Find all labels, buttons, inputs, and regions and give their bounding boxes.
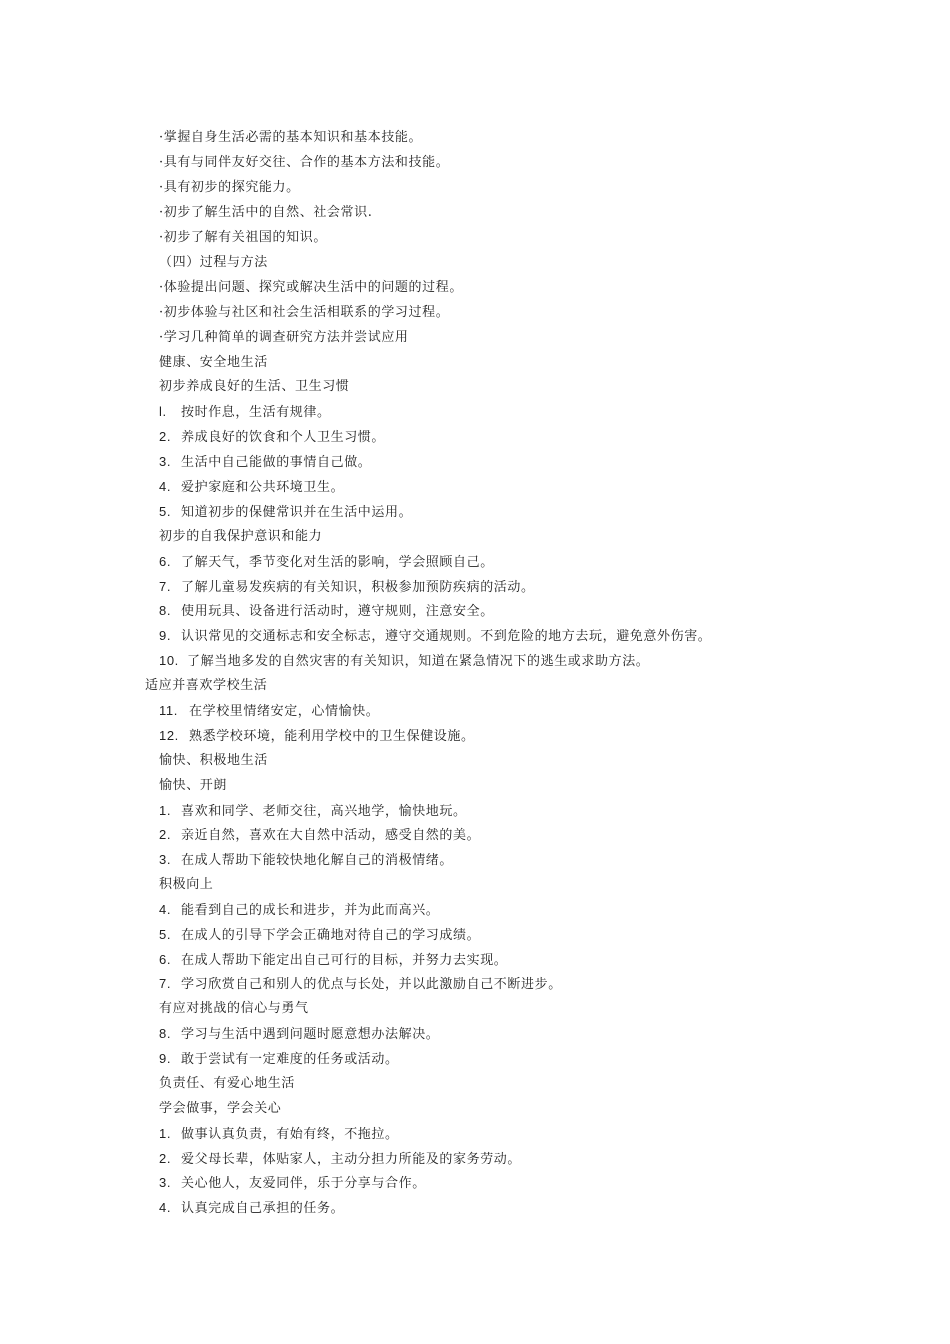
item-number: 2. <box>159 1151 172 1166</box>
item-number: 8. <box>159 603 172 618</box>
item-number: 11. <box>159 703 178 718</box>
subtopic-heading: 学会做事，学会关心 <box>159 1101 282 1116</box>
item-text: 了解当地多发的自然灾害的有关知识，知道在紧急情况下的逃生或求助方法。 <box>187 654 650 669</box>
item-text: 敢于尝试有一定难度的任务或活动。 <box>181 1052 399 1067</box>
item-number: 6. <box>159 554 172 569</box>
bullet-line: ·初步了解有关祖国的知识。 <box>159 230 327 245</box>
subtopic-heading: 初步养成良好的生活、卫生习惯 <box>159 379 350 394</box>
item-number: 4. <box>159 479 172 494</box>
item-text: 关心他人，友爱同伴，乐于分享与合作。 <box>181 1176 426 1191</box>
item-number: 9. <box>159 628 172 643</box>
topic-heading: 健康、安全地生活 <box>159 355 268 370</box>
numbered-item <box>159 827 480 845</box>
numbered-item <box>159 952 507 970</box>
bullet-line: ·具有初步的探究能力。 <box>159 180 300 195</box>
topic-heading: 愉快、积极地生活 <box>159 753 268 768</box>
item-number: 2. <box>159 827 172 842</box>
item-number: l. <box>159 404 167 419</box>
numbered-item <box>159 554 494 572</box>
numbered-item <box>159 703 379 721</box>
subtopic-heading: 初步的自我保护意识和能力 <box>159 529 323 544</box>
item-text: 喜欢和同学、老师交往，高兴地学，愉快地玩。 <box>181 804 467 819</box>
numbered-item <box>159 1151 521 1169</box>
item-number: 10. <box>159 653 179 668</box>
numbered-item <box>159 1200 344 1218</box>
numbered-item <box>159 504 412 522</box>
numbered-item <box>159 976 562 994</box>
item-text: 能看到自己的成长和进步，并为此而高兴。 <box>181 903 440 918</box>
item-text: 在成人的引导下学会正确地对待自己的学习成绩。 <box>181 928 481 943</box>
numbered-item <box>159 1126 399 1144</box>
numbered-item <box>159 927 480 945</box>
numbered-item <box>159 429 385 447</box>
item-number: 7. <box>159 579 172 594</box>
bullet-line: ·掌握自身生活必需的基本知识和基本技能。 <box>159 130 423 145</box>
item-text: 学习与生活中遇到问题时愿意想办法解决。 <box>181 1027 440 1042</box>
bullet-line: ·初步了解生活中的自然、社会常识. <box>159 205 373 220</box>
item-text: 使用玩具、设备进行活动时，遵守规则，注意安全。 <box>181 604 494 619</box>
item-number: 3. <box>159 454 172 469</box>
numbered-item <box>159 653 649 671</box>
numbered-item <box>159 454 371 472</box>
item-number: 1. <box>159 803 172 818</box>
numbered-item <box>159 1026 439 1044</box>
numbered-item <box>159 803 467 821</box>
item-number: 3. <box>159 1175 172 1190</box>
item-text: 知道初步的保健常识并在生活中运用。 <box>181 505 413 520</box>
item-text: 做事认真负责，有始有终，不拖拉。 <box>181 1127 399 1142</box>
item-text: 在学校里情绪安定，心情愉快。 <box>189 704 380 719</box>
section-heading: （四）过程与方法 <box>159 255 268 270</box>
item-text: 认真完成自己承担的任务。 <box>181 1201 345 1216</box>
item-text: 生活中自己能做的事情自己做。 <box>181 455 372 470</box>
item-text: 爱父母长辈，体贴家人，主动分担力所能及的家务劳动。 <box>181 1152 522 1167</box>
item-number: 1. <box>159 1126 172 1141</box>
numbered-item <box>159 628 711 646</box>
item-number: 8. <box>159 1026 172 1041</box>
numbered-item <box>159 1175 426 1193</box>
item-number: 4. <box>159 902 172 917</box>
item-number: 4. <box>159 1200 172 1215</box>
item-number: 5. <box>159 504 172 519</box>
item-number: 7. <box>159 976 172 991</box>
item-number: 3. <box>159 852 172 867</box>
item-text: 学习欣赏自己和别人的优点与长处，并以此激励自己不断进步。 <box>181 977 562 992</box>
numbered-item <box>159 852 453 870</box>
numbered-item <box>159 404 331 422</box>
item-text: 在成人帮助下能定出自己可行的目标，并努力去实现。 <box>181 953 508 968</box>
topic-heading: 负责任、有爱心地生活 <box>159 1076 296 1091</box>
item-text: 亲近自然，喜欢在大自然中活动，感受自然的美。 <box>181 828 481 843</box>
numbered-item <box>159 479 344 497</box>
item-number: 6. <box>159 952 172 967</box>
item-text: 熟悉学校环境，能利用学校中的卫生保健设施。 <box>189 729 475 744</box>
subtopic-heading: 有应对挑战的信心与勇气 <box>159 1001 309 1016</box>
topic-heading: 适应并喜欢学校生活 <box>145 678 268 693</box>
item-number: 2. <box>159 429 172 444</box>
item-number: 5. <box>159 927 172 942</box>
item-text: 了解儿童易发疾病的有关知识，积极参加预防疾病的活动。 <box>181 580 535 595</box>
subtopic-heading: 愉快、开朗 <box>159 778 228 793</box>
numbered-item <box>159 1051 399 1069</box>
bullet-line: ·具有与同伴友好交往、合作的基本方法和技能。 <box>159 155 450 170</box>
bullet-line: ·学习几种简单的调查研究方法并尝试应用 <box>159 330 409 345</box>
item-text: 在成人帮助下能较快地化解自己的消极情绪。 <box>181 853 454 868</box>
item-text: 按时作息，生活有规律。 <box>181 405 331 420</box>
numbered-item <box>159 902 439 920</box>
item-text: 了解天气，季节变化对生活的影响，学会照顾自己。 <box>181 555 494 570</box>
numbered-item <box>159 728 475 746</box>
item-number: 12. <box>159 728 179 743</box>
subtopic-heading: 积极向上 <box>159 877 214 892</box>
item-text: 爱护家庭和公共环境卫生。 <box>181 480 345 495</box>
bullet-line: ·初步体验与社区和社会生活相联系的学习过程。 <box>159 305 450 320</box>
item-text: 养成良好的饮食和个人卫生习惯。 <box>181 430 386 445</box>
bullet-line: ·体验提出问题、探究或解决生活中的问题的过程。 <box>159 280 463 295</box>
item-text: 认识常见的交通标志和安全标志，遵守交通规则。不到危险的地方去玩，避免意外伤害。 <box>181 629 712 644</box>
numbered-item <box>159 579 535 597</box>
numbered-item <box>159 603 494 621</box>
item-number: 9. <box>159 1051 172 1066</box>
